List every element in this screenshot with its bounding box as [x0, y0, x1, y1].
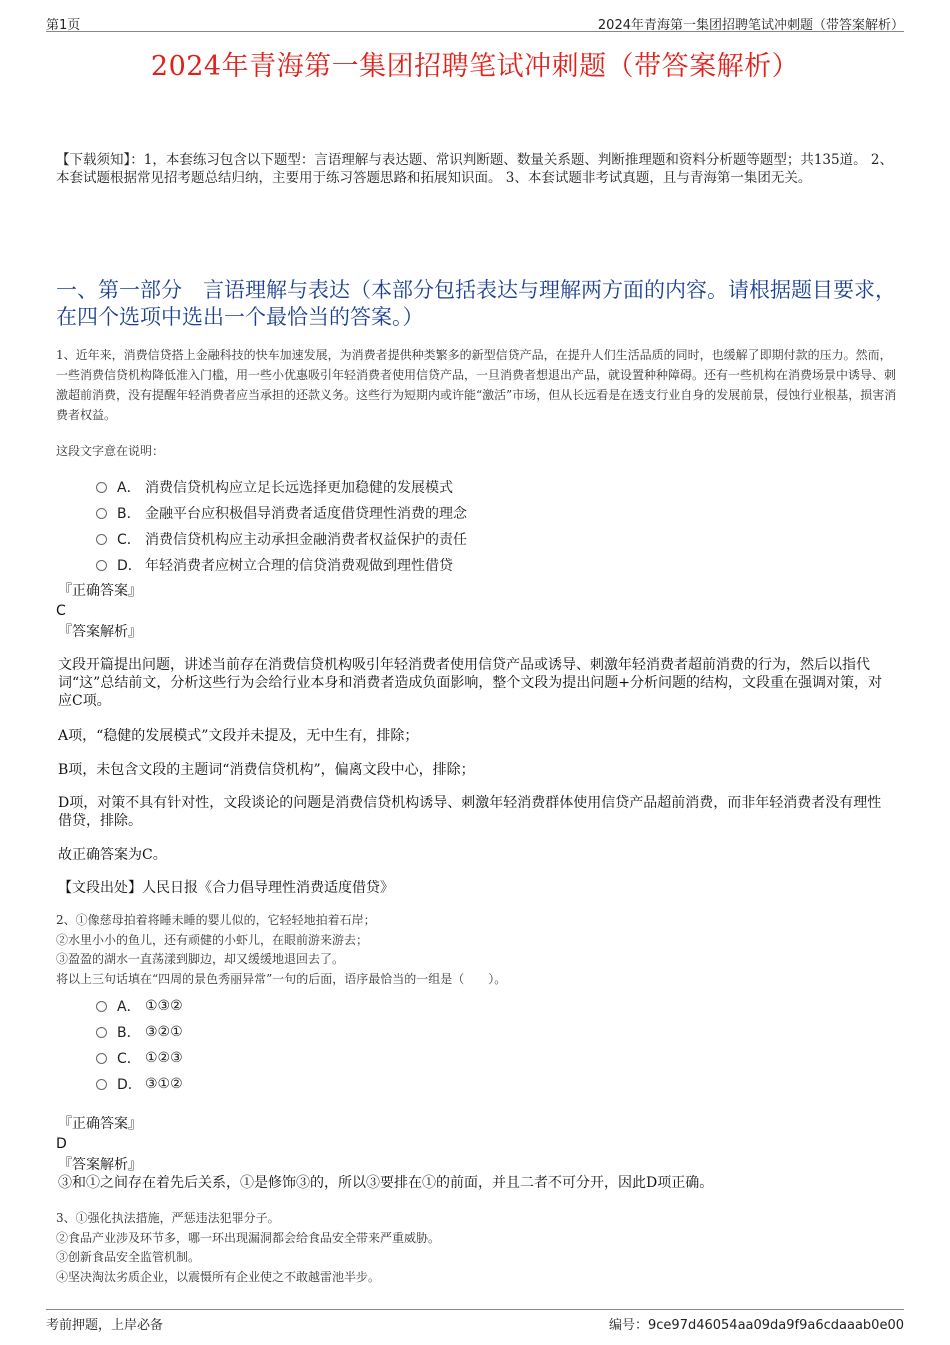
option-text: ①②③ [145, 1050, 183, 1066]
q3-line: 3、①强化执法措施，严惩违法犯罪分子。 [56, 1211, 280, 1225]
option-text: ①③② [145, 998, 183, 1014]
q1-analysis-paragraph: D项，对策不具有针对性，文段谈论的问题是消费信贷机构诱导、刺激年轻消费群体使用信贷产品超前消费，而非年轻消费者没有理性借贷，排除。 [58, 795, 882, 829]
option-label: B． [117, 506, 141, 522]
q3-line: ④坚决淘汰劣质企业，以震慑所有企业使之不敢越雷池半步。 [56, 1269, 381, 1284]
q1-answer-label: 『正确答案』 [58, 583, 142, 599]
option-label: C． [117, 1051, 141, 1067]
option-text: 消费信贷机构应立足长远选择更加稳健的发展模式 [145, 480, 453, 496]
q2-line: 2、①像慈母拍着将睡未睡的婴儿似的，它轻轻地拍着石岸； [56, 913, 376, 927]
q1-source: 【文段出处】人民日报《合力倡导理性消费适度借贷》 [58, 880, 394, 896]
header-page-number: 第1页 [46, 18, 81, 33]
q1-analysis-paragraph: 文段开篇提出问题，讲述当前存在消费信贷机构吸引年轻消费者使用信贷产品或诱导、刺激年轻消费者超前消费的行为，然后以指代词“这”总结前文，分析这些行为会给行业本身和消费者造成负面影响，整个文段为提出问题+分析问题的结构，文段重在强调对策，对应C项。 [58, 657, 883, 709]
q2-line: ②水里小小的鱼儿，还有顽健的小虾儿，在眼前游来游去； [56, 932, 369, 947]
q3-stem [56, 1209, 900, 1287]
radio-icon[interactable] [96, 1053, 107, 1064]
q1-answer: C [56, 603, 66, 619]
q2-option-c[interactable] [96, 1048, 183, 1068]
q1-option-b[interactable] [96, 503, 467, 523]
q2-stem [56, 911, 900, 989]
q2-option-d[interactable] [96, 1074, 183, 1094]
q3-line: ③创新食品安全监管机制。 [56, 1250, 201, 1264]
footer-doc-id: 编号：9ce97d46054aa09da9f9a6cdaaab0e00 [609, 1318, 904, 1333]
radio-icon[interactable] [96, 560, 107, 571]
q2-line: ③盈盈的湖水一直荡漾到脚边，却又缓缓地退回去了。 [56, 952, 345, 966]
option-text: 消费信贷机构应主动承担金融消费者权益保护的责任 [145, 532, 467, 548]
q2-answer: D [56, 1136, 67, 1152]
option-label: A． [117, 999, 141, 1015]
radio-icon[interactable] [96, 1079, 107, 1090]
q2-answer-label: 『正确答案』 [58, 1116, 142, 1132]
header-divider [46, 31, 904, 32]
q1-analysis-paragraph: 故正确答案为C。 [58, 847, 167, 863]
q1-stem: 1、近年来，消费信贷搭上金融科技的快车加速发展，为消费者提供种类繁多的新型信贷产品，在提升人们生活品质的同时，也缓解了即期付款的压力。然而，一些消费信贷机构降低准入门槛，用一些小优惠吸引年轻消费者使用信贷产品，一旦消费者想退出产品，就设置种种障碍。还有一些机构在消费场景中诱导、刺激超前消费，没有提醒年轻消费者应当承担的还款义务。这些行为短期内或许能“激活”市场，但从长远看是在透支行业自身的发展前景，侵蚀行业根基，损害消费者权益。 [56, 348, 897, 422]
q2-line: 将以上三句话填在“四周的景色秀丽异常”一句的后面，语序最恰当的一组是（ ）。 [56, 971, 507, 986]
radio-icon[interactable] [96, 534, 107, 545]
footer-divider [46, 1309, 904, 1310]
footer-slogan: 考前押题，上岸必备 [46, 1318, 164, 1333]
option-text: ③①② [145, 1076, 183, 1092]
option-label: C． [117, 532, 141, 548]
radio-icon[interactable] [96, 1001, 107, 1012]
q2-option-b[interactable] [96, 1022, 183, 1042]
header-doc-title: 2024年青海第一集团招聘笔试冲刺题（带答案解析） [597, 18, 904, 33]
option-text: 年轻消费者应树立合理的信贷消费观做到理性借贷 [145, 558, 453, 574]
q2-analysis-label: 『答案解析』 [58, 1157, 142, 1173]
option-label: A． [117, 480, 141, 496]
option-text: 金融平台应积极倡导消费者适度借贷理性消费的理念 [145, 506, 467, 522]
q2-analysis: ③和①之间存在着先后关系，①是修饰③的，所以③要排在①的前面，并且二者不可分开，因此D项正确。 [58, 1175, 714, 1191]
q1-analysis-label: 『答案解析』 [58, 624, 142, 640]
q2-option-a[interactable] [96, 996, 183, 1016]
radio-icon[interactable] [96, 482, 107, 493]
q3-line: ②食品产业涉及环节多，哪一环出现漏洞都会给食品安全带来严重威胁。 [56, 1230, 441, 1245]
q1-option-d[interactable] [96, 555, 453, 575]
download-notice: 【下载须知】：1，本套练习包含以下题型：言语理解与表达题、常识判断题、数量关系题、判断推理题和资料分析题等题型；共135道。 2、本套试题根据常见招考题总结归纳，主要用于练习答题思路和拓展知识面。 3、本套试题非考试真题，且与青海第一集团无关。 [56, 152, 893, 186]
page-title: 2024年青海第一集团招聘笔试冲刺题（带答案解析） [150, 51, 800, 82]
q1-prompt: 这段文字意在说明： [56, 444, 165, 458]
option-label: D． [117, 1077, 142, 1093]
q1-option-c[interactable] [96, 529, 467, 549]
option-text: ③②① [145, 1024, 183, 1040]
q1-analysis-paragraph: B项，未包含文段的主题词“消费信贷机构”，偏离文段中心，排除； [58, 762, 475, 778]
radio-icon[interactable] [96, 508, 107, 519]
q1-option-a[interactable] [96, 477, 453, 497]
option-label: B． [117, 1025, 141, 1041]
radio-icon[interactable] [96, 1027, 107, 1038]
option-label: D． [117, 558, 142, 574]
q1-analysis-paragraph: A项，“稳健的发展模式”文段并未提及，无中生有，排除； [58, 728, 419, 744]
section-heading: 一、第一部分 言语理解与表达（本部分包括表达与理解两方面的内容。请根据题目要求，在四个选项中选出一个最恰当的答案。） [56, 278, 896, 329]
